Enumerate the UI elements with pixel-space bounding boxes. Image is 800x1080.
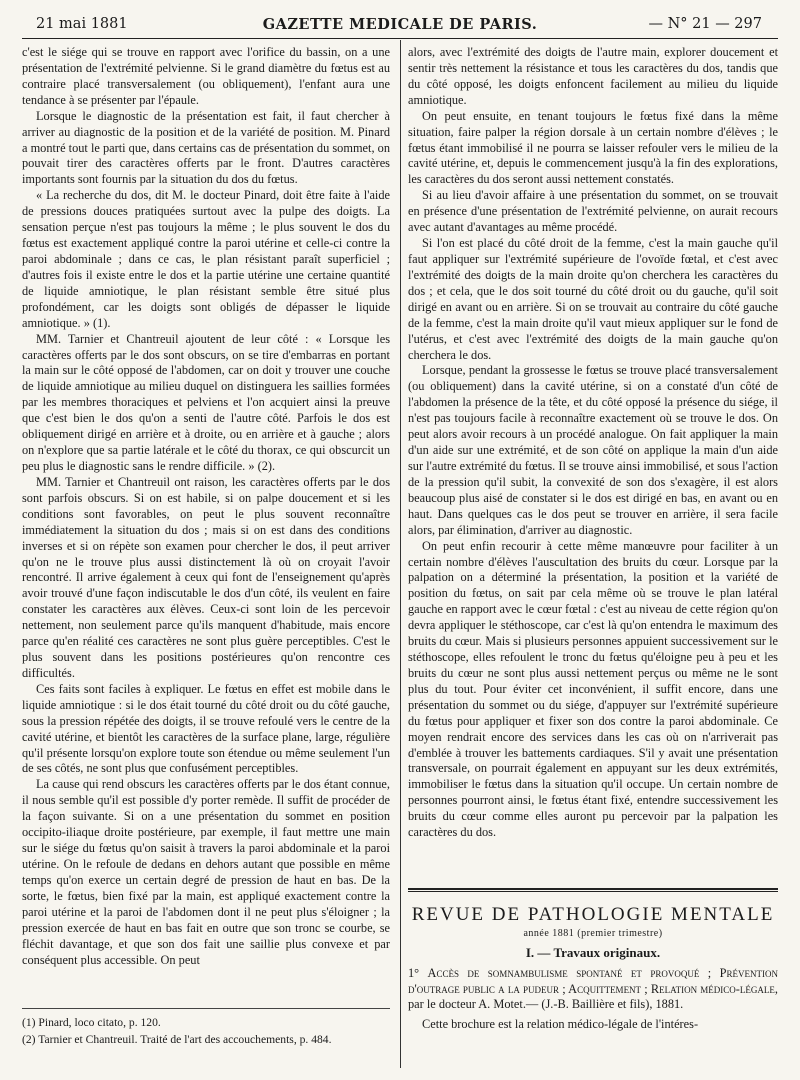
paragraph: c'est le siége qui se trouve en rapport avec l'orifice du bassin, on a une présentation de l'extrémité pelvienne. Si le grand diamètre du fœtus est au contraire placé transversalement (ou obliquement), l'enfant aura une tendance à se présenter par l'épaule. (22, 45, 390, 107)
paragraph: Ces faits sont faciles à expliquer. Le fœtus en effet est mobile dans le liquide amniotique : si le dos était tourné du côté droit ou du côté gauche, sous la pression répétée des doigts, il se trouve refoulé vers le centre de la cavité utérine, et bientôt les caractères de la surface plane, large, régulière qu'il présente lorsqu'on explore toute son étendue ou même seulement l'un de ses côtés, ne sont plus que confusément perceptibles. (22, 681, 390, 776)
journal-title: GAZETTE MEDICALE DE PARIS. (262, 16, 538, 33)
pathology-review-section (408, 898, 778, 1032)
paragraph: On peut ensuite, en tenant toujours le fœtus fixé dans la même situation, faire palper la région dorsale à un certain nombre d'élèves ; le fœtus étant immobilisé il ne pourra se laisser refouler vers le milieu de la cavité utérine, et, depuis le commencement jusqu'à la fin des explorations, les caractères du dos seront aussi nettement constatés. (408, 108, 778, 187)
issue-date: 21 mai 1881 (36, 16, 128, 32)
footnote-1: (1) Pinard, loco citato, p. 120. (22, 1016, 161, 1029)
paragraph: alors, avec l'extrémité des doigts de l'autre main, explorer doucement et sentir très nettement la résistance et tous les caractères du dos, tandis que du côté opposé, les doigts enfoncent facilement au milieu du liquide amniotique. (408, 45, 778, 107)
paragraph: Si au lieu d'avoir affaire à une présentation du sommet, on se trouvait en présence d'une présentation de l'extrémité pelvienne, on aurait recours avec autant d'avantages au même procédé. (408, 188, 778, 235)
entry-title: Accès de somnambulisme spontané et provoqué ; Prévention d'outrage public a la pudeur ; Acquittement ; Relation médico-légale, (408, 966, 778, 996)
paragraph: Lorsque le diagnostic de la présentation est fait, il faut chercher à arriver au diagnostic de la position et de la variété de position. M. Pinard a montré tout le parti que, dans certains cas de présentation du sommet, on pouvait tirer des caractères offerts par le front. D'autres caractères importants sont fournis par la situation du dos du fœtus. (22, 108, 390, 187)
entry-number: 1° (408, 966, 420, 980)
right-column (408, 45, 778, 841)
column-divider (400, 40, 401, 1068)
section-rule (408, 888, 778, 890)
bibliography-entry (408, 966, 778, 1013)
paragraph: Lorsque, pendant la grossesse le fœtus se trouve placé transversalement (ou obliquement) dans la cavité utérine, si on a constaté d'un côté de l'abdomen la présence de la tête, et du côté opposé la présence du siége, il n'est pas toujours facile à reconnaître exactement où se trouve le dos. On peut alors avoir recours à un procédé analogue. On fait appliquer la main d'un aide sur une extrémité, et de son côté on applique la main d'un aide sur l'autre extrémité du fœtus. Il se trouve ainsi immobilisé, et sous l'action de la pression qu'il subit, la convexité de son dos s'exagère, il est alors beaucoup plus aisé de constater si le dos est dirigé en bas, en avant ou en haut. Dans quelques cas le dos peut se trouver en arrière, il sera facile alors, par élimination, d'arriver au diagnostic. (408, 363, 778, 537)
section-title: REVUE DE PATHOLOGIE MENTALE (411, 904, 775, 925)
paragraph: MM. Tarnier et Chantreuil ajoutent de leur côté : « Lorsque les caractères offerts par le dos sont obscurs, on se tire d'embarras en portant la main sur le côté opposé de l'abdomen, car on doit y trouver une couche de liquide amniotique au milieu duquel on distinguera les saillies formées par les membres thoraciques et pelviens et l'on acquiert ainsi la preuve que c'est bien le dos qu'on a senti de l'autre côté. Parfois le dos est obliquement dirigé en arrière et à droite, ou en arrière et à gauche ; alors on n'explore que sa partie latérale et le côté du thorax, ce qui obscurcit un peu plus le diagnostic sans le rendre difficile. » (2). (22, 331, 390, 473)
paragraph: Si l'on est placé du côté droit de la femme, c'est la main gauche qu'il faut appliquer sur l'extrémité supérieure de l'ovoïde fœtal, et c'est avec l'extrémité des doigts de la main droite qu'on cherchera les caractères du dos ; et cela, que le dos soit tourné du côté droit ou du gauche, qu'il soit dirigé en avant ou en arrière. Si on se trouvait au contraire du côté gauche de la femme, c'est la main droite qu'il vaut mieux appliquer sur le fond de l'utérus, et c'est avec l'extrémité des doigts de la main gauche qu'on cherchera le dos. (408, 236, 778, 362)
section-subtitle: année 1881 (premier trimestre) (523, 928, 663, 939)
paragraph: « La recherche du dos, dit M. le docteur Pinard, doit être faite à l'aide de pressions douces pratiquées surtout avec la pulpe des doigts. La sensation perçue n'est pas toujours la même ; le plus souvent le dos du fœtus est exactement appliqué contre la paroi utérine et celle-ci contre la paroi abdominale ; dans ce cas, le plan résistant paraît superficiel ; d'autres fois il existe entre le dos et la partie utérine une certaine quantité de liquide amniotique, le plan résistant semble être situé plus profondément, car les doigts sont obligés de dépasser le liquide amniotique. » (1). (22, 188, 390, 330)
paragraph: La cause qui rend obscurs les caractères offerts par le dos étant connue, il nous semble qu'il est possible d'y porter remède. Il suffit de procéder de la façon suivante. Si on a une présentation du sommet en position occipito-iliaque droite postérieure, par exemple, il faut mettre une main sur le siége du fœtus qu'on saisit à travers la paroi abdominale et la paroi utérine. On le refoule de dedans en dehors autant que possible en même temps qu'on exerce un certain degré de pression de haut en bas. De la sorte, le fœtus, bien fixé par la main, est appliqué exactement contre la paroi utérine et la paroi de l'abdomen dont il ne peut plus s'éloigner ; la pression exercée de haut en bas fait en outre que son tronc se courbe, se fléchit davantage, et que son dos fait une saillie plus convexe et par conséquent plus accessible. On peut (22, 777, 390, 967)
paragraph: MM. Tarnier et Chantreuil ont raison, les caractères offerts par le dos sont parfois obscurs. Si on est habile, si on palpe doucement et si les conditions sont favorables, on peut le plus souvent reconnaître immédiatement la situation du dos ; mais si on est dans des conditions inverses et si on répète son examen pour chercher le dos, il peut arriver qu'on ne le trouve plus aussi distinctement là où on croyait l'avoir rencontré. Il arrive également à ceux qui font de l'enseignement qu'après avoir trouvé d'une façon indiscutable le dos d'un côté, ils veulent en faire constater les caractères aux élèves. Ceux-ci sont loin de les percevoir nettement, non seulement parce qu'ils manquent d'habitude, mais encore parce qu'en réalité ces caractères ne sont plus guère perceptibles. C'est le plus souvent dans les positions postérieures qu'on rencontre ces difficultés. (22, 474, 390, 680)
running-header (22, 16, 778, 36)
footnotes (22, 1016, 390, 1049)
section-rule (408, 891, 778, 892)
left-column (22, 45, 390, 968)
entry-body: Cette brochure est la relation médico-légale de l'intéres- (422, 1016, 699, 1031)
footnote-2: (2) Tarnier et Chantreuil. Traité de l'art des accouchements, p. 484. (22, 1032, 332, 1046)
footnote-rule (22, 1008, 390, 1009)
section-heading: I. — Travaux originaux. (525, 945, 661, 960)
paragraph: On peut enfin recourir à cette même manœuvre pour faciliter à un certain nombre d'élèves l'auscultation des bruits du cœur. Lorsque par la palpation on a déterminé la présentation, la position et la variété de position du fœtus, on sait par cela même où se trouve le plan latéral gauche en rapport avec le cœur fœtal : c'est au niveau de cette région qu'on devra appliquer le stéthoscope, car c'est là qu'on entendra le maximum des bruits du cœur. Mais si plusieurs personnes appuient successivement sur le stéthoscope, elles refoulent le tronc du fœtus qu'éloigne peu à peu et les bruits du cœur ne sont plus aussi nettement perçus ou même ne le sont plus du tout. Pour éviter cet inconvénient, il suffit encore, dans une présentation du sommet ou du siége, d'appuyer sur l'extrémité supérieure du fœtus pour appliquer et fixer son dos contre la paroi abdominale. Ce moyen rendrait encore des services dans les cas où on n'arriverait pas d'emblée à trouver les battements cardiaques. S'il y avait une présentation transversale, on pourrait également en appuyant sur les deux extrémités, immobiliser le fœtus dans la situation qu'il occupe. Un certain nombre de personnes pourront ainsi, le fœtus étant fixé, entendre successivement les bruits du cœur comme elles auront pu percevoir par la palpation les caractères du dos. (408, 538, 778, 840)
page-number: — N° 21 — 297 (648, 16, 762, 32)
entry-author: par le docteur A. Motet.— (J.-B. Baillière et fils), 1881. (408, 997, 684, 1012)
header-rule (22, 38, 778, 39)
